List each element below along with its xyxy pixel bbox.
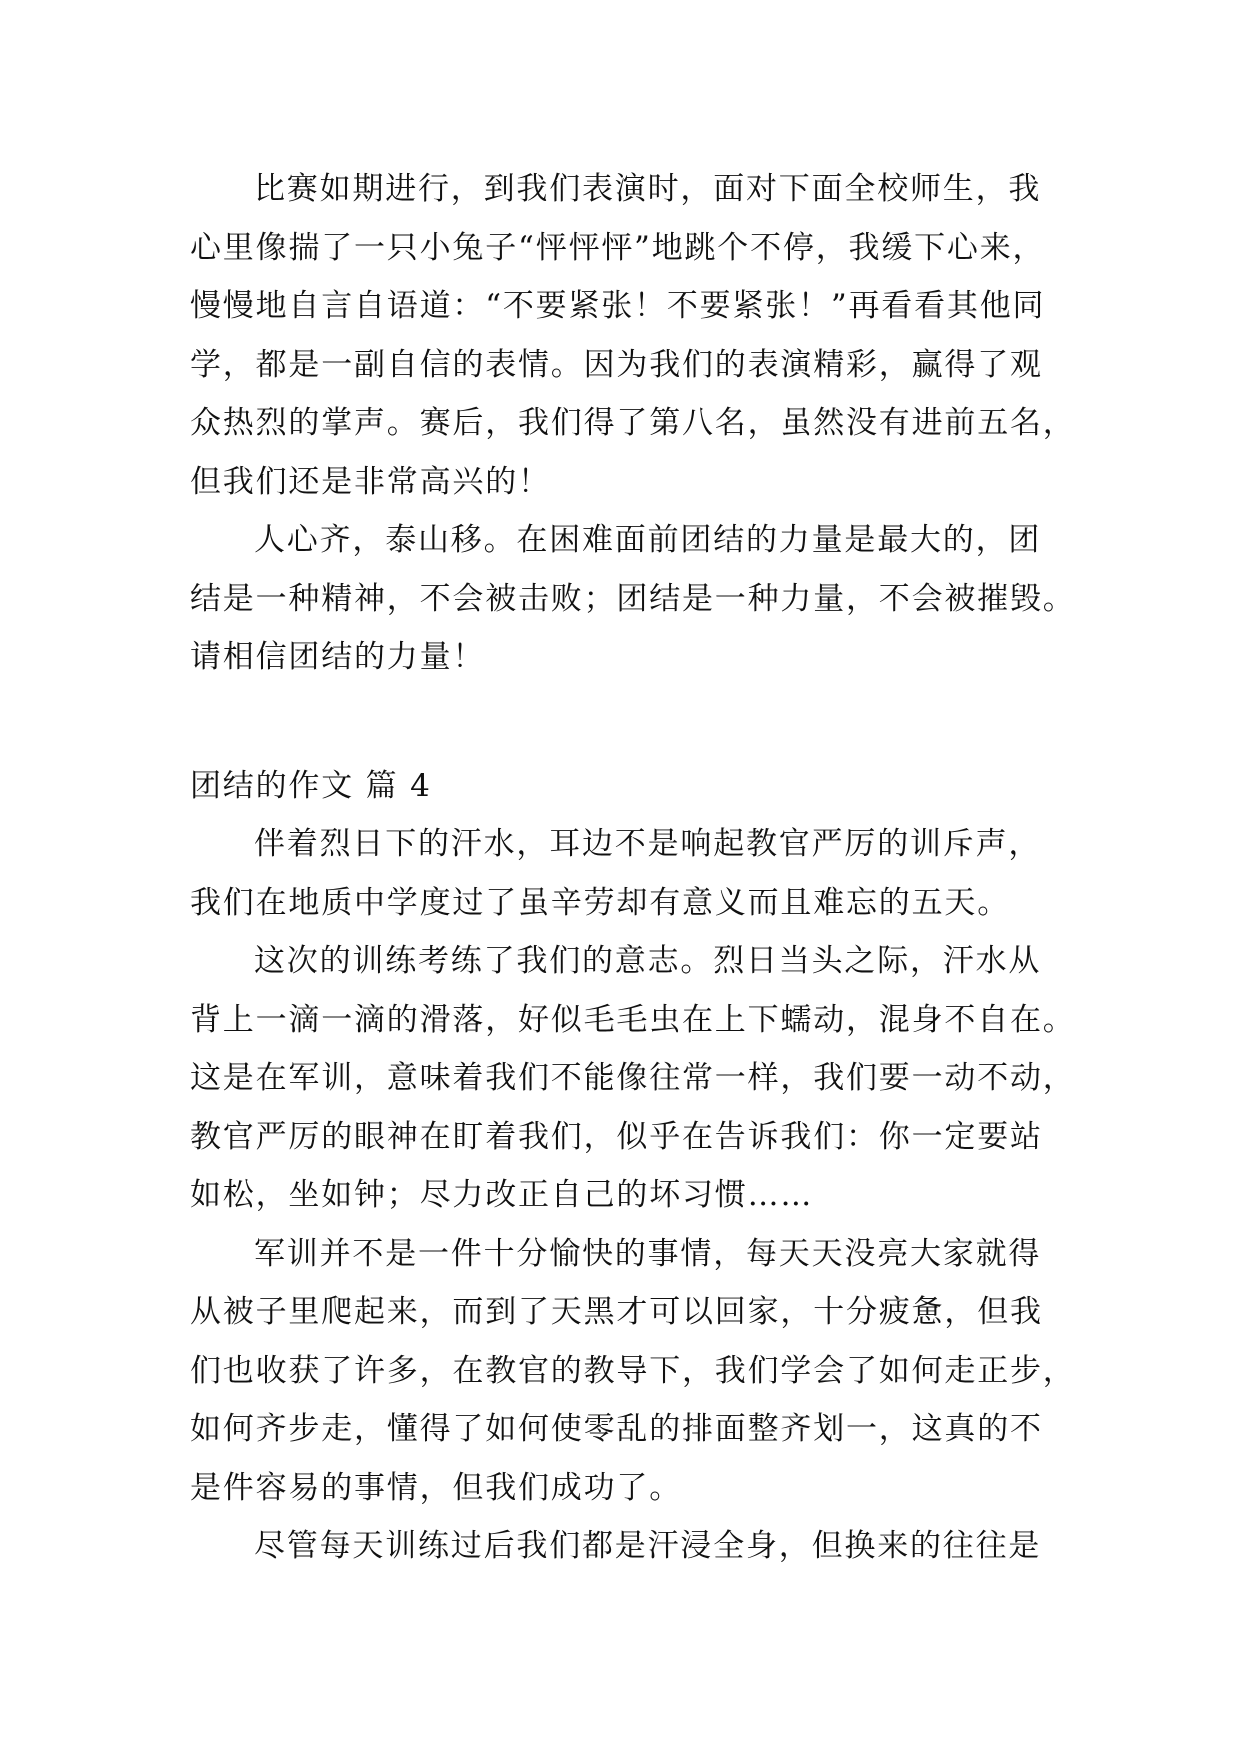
paragraph-line: 从被子里爬起来，而到了天黑才可以回家，十分疲惫，但我 bbox=[190, 1294, 1043, 1330]
paragraph-line: 们也收获了许多，在教官的教导下，我们学会了如何走正步， bbox=[190, 1352, 1076, 1389]
paragraph-line: 我们在地质中学度过了虽辛劳却有意义而且难忘的五天。 bbox=[190, 884, 1010, 921]
paragraph-line: 教官严厉的眼神在盯着我们，似乎在告诉我们：你一定要站 bbox=[190, 1118, 1043, 1155]
paragraph-line: 这是在军训，意味着我们不能像往常一样，我们要一动不动， bbox=[190, 1060, 1076, 1096]
paragraph-line: 请相信团结的力量！ bbox=[190, 639, 486, 675]
paragraph-line: 慢慢地自言自语道：“不要紧张！不要紧张！”再看看其他同 bbox=[190, 288, 1046, 324]
paragraph-line: 如松，坐如钟；尽力改正自己的坏习惯…… bbox=[190, 1177, 814, 1213]
paragraph-line: 众热烈的掌声。赛后，我们得了第八名，虽然没有进前五名， bbox=[190, 405, 1076, 441]
paragraph-line: 背上一滴一滴的滑落，好似毛毛虫在上下蠕动，混身不自在。 bbox=[190, 1001, 1076, 1038]
paragraph-line: 但我们还是非常高兴的！ bbox=[190, 463, 551, 500]
paragraph-line: 心里像揣了一只小兔子“怦怦怦”地跳个不停，我缓下心来， bbox=[190, 229, 1046, 266]
section-gap bbox=[190, 687, 1060, 757]
section-heading: 团结的作文 篇 4 bbox=[190, 767, 432, 804]
paragraph-line: 伴着烈日下的汗水，耳边不是响起教官严厉的训斥声， bbox=[254, 826, 1042, 862]
paragraph-line: 如何齐步走，懂得了如何使零乱的排面整齐划一，这真的不 bbox=[190, 1411, 1043, 1447]
paragraph-line: 这次的训练考练了我们的意志。烈日当头之际，汗水从 bbox=[254, 943, 1042, 979]
paragraph-line: 比赛如期进行，到我们表演时，面对下面全校师生，我 bbox=[254, 171, 1042, 207]
paragraph-line: 学，都是一副自信的表情。因为我们的表演精彩，赢得了观 bbox=[190, 346, 1043, 383]
paragraph-line: 军训并不是一件十分愉快的事情，每天天没亮大家就得 bbox=[254, 1235, 1042, 1272]
paragraph-line: 尽管每天训练过后我们都是汗浸全身，但换来的往往是 bbox=[254, 1528, 1042, 1564]
paragraph-line: 人心齐，泰山移。在困难面前团结的力量是最大的，团 bbox=[254, 522, 1042, 558]
document-body bbox=[190, 160, 1076, 1576]
paragraph-line: 是件容易的事情，但我们成功了。 bbox=[190, 1469, 682, 1506]
paragraph-line: 结是一种精神，不会被击败；团结是一种力量，不会被摧毁。 bbox=[190, 580, 1076, 617]
